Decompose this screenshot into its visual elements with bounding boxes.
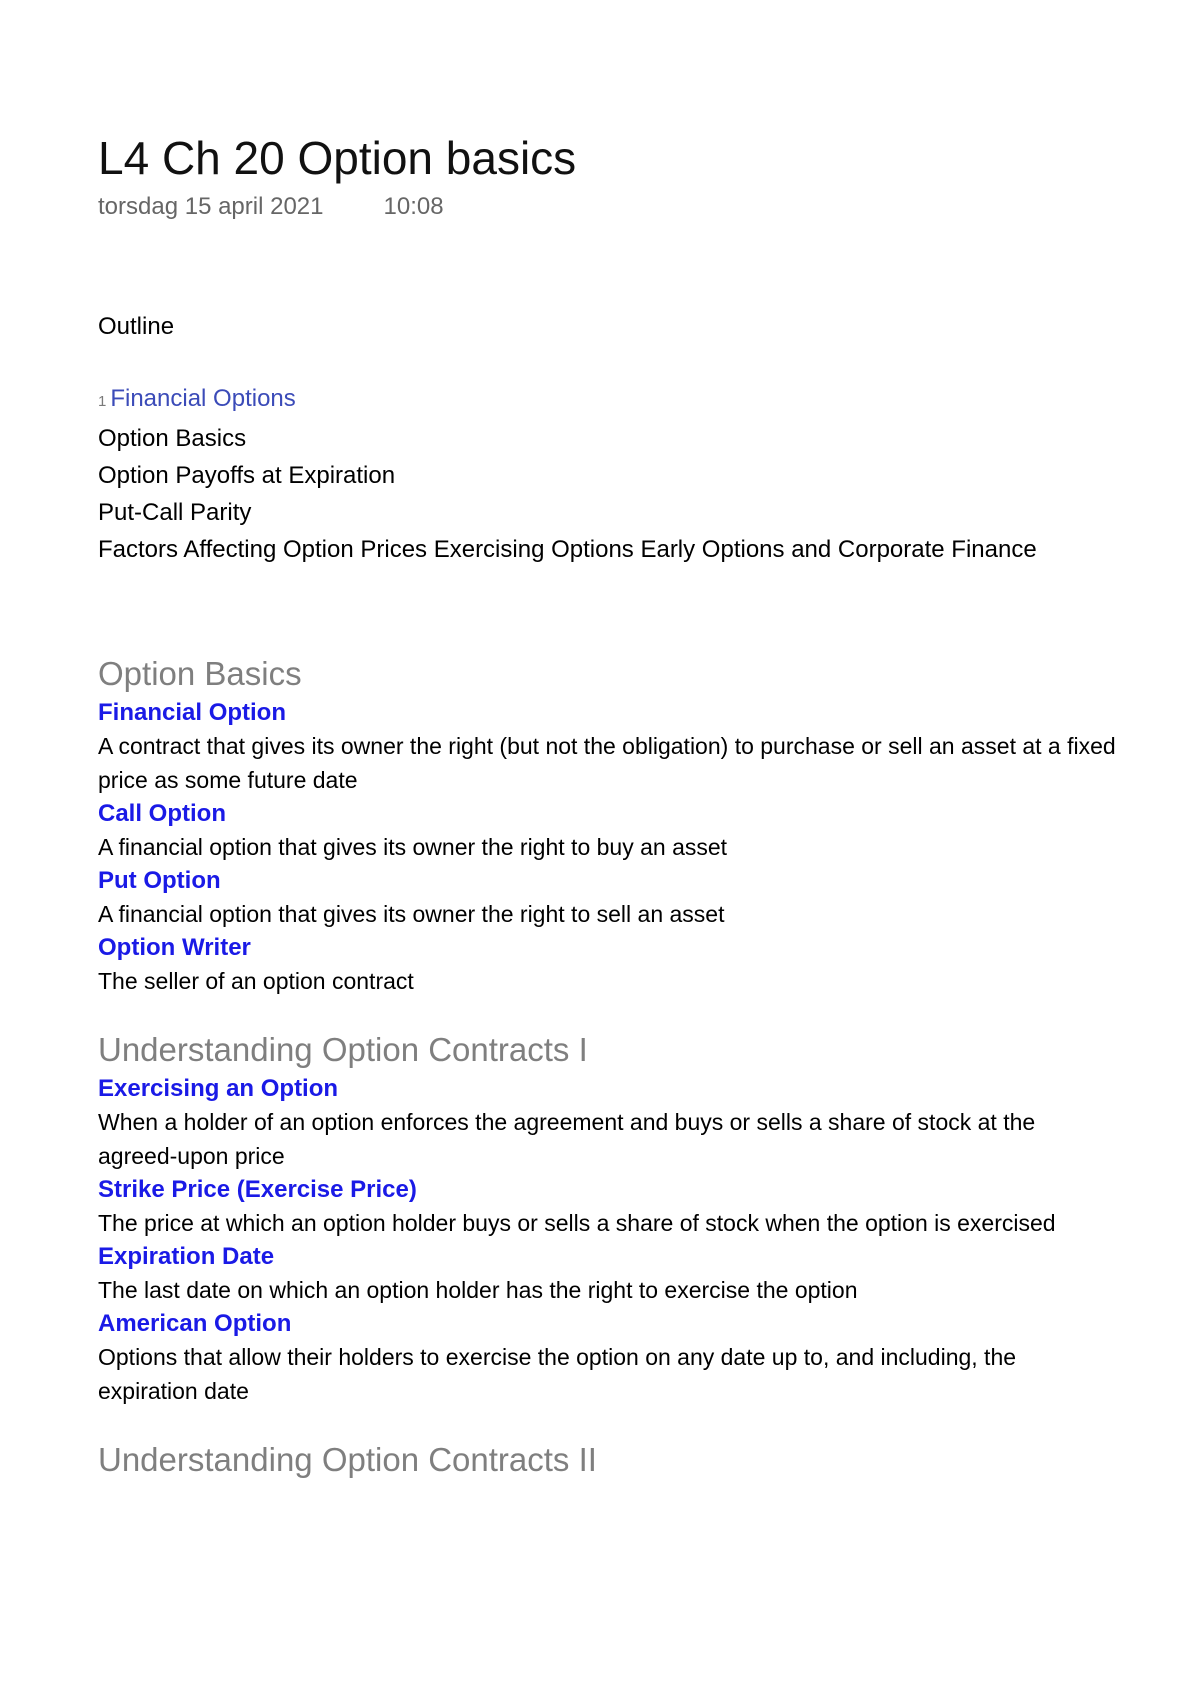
outline-label: Outline	[98, 313, 175, 340]
page-time: 10:08	[383, 193, 444, 220]
page-title: L4 Ch 20 Option basics	[98, 132, 577, 184]
section-understanding-option-contracts-1	[98, 1030, 1118, 1408]
page-date: torsdag 15 april 2021	[98, 193, 324, 220]
term-definition: The price at which an option holder buys or sells a share of stock when the option is exercised	[98, 1210, 1056, 1236]
note-page	[98, 130, 1118, 1482]
term-definition: The seller of an option contract	[98, 968, 414, 994]
term-title: Strike Price (Exercise Price)	[98, 1176, 417, 1203]
term-definition: A financial option that gives its owner the right to buy an asset	[98, 834, 728, 860]
outline-item: Option Payoffs at Expiration	[98, 462, 396, 489]
section-understanding-option-contracts-2	[98, 1440, 1118, 1480]
outline-item-label: Financial Options	[110, 385, 296, 412]
outline-item-number: 1	[98, 393, 107, 410]
outline-item: Option Basics	[98, 425, 247, 452]
outline-list	[98, 380, 1118, 568]
term-title: Financial Option	[98, 699, 287, 726]
outline-item[interactable]	[98, 380, 1118, 420]
term-title: Put Option	[98, 867, 221, 894]
term-title: Exercising an Option	[98, 1075, 339, 1102]
outline-item: Factors Affecting Option Prices Exercising Options Early Options and Corporate Finance	[98, 536, 1037, 563]
section-heading: Understanding Option Contracts I	[98, 1031, 588, 1068]
term-title: Option Writer	[98, 934, 251, 961]
term-definition: When a holder of an option enforces the agreement and buys or sells a share of stock at the agreed-upon price	[98, 1109, 1036, 1169]
term-definition: Options that allow their holders to exercise the option on any date up to, and including, the expiration date	[98, 1344, 1017, 1404]
page-meta	[98, 192, 1118, 222]
section-heading: Understanding Option Contracts II	[98, 1441, 597, 1478]
term-title: Expiration Date	[98, 1243, 275, 1270]
term-definition: A financial option that gives its owner the right to sell an asset	[98, 901, 725, 927]
outline-item: Put-Call Parity	[98, 499, 252, 526]
section-option-basics	[98, 654, 1118, 998]
section-heading: Option Basics	[98, 655, 302, 692]
term-definition: The last date on which an option holder has the right to exercise the option	[98, 1277, 858, 1303]
term-title: American Option	[98, 1310, 292, 1337]
term-title: Call Option	[98, 800, 226, 827]
term-definition: A contract that gives its owner the right (but not the obligation) to purchase or sell an asset at a fixed price as some future date	[98, 733, 1116, 793]
